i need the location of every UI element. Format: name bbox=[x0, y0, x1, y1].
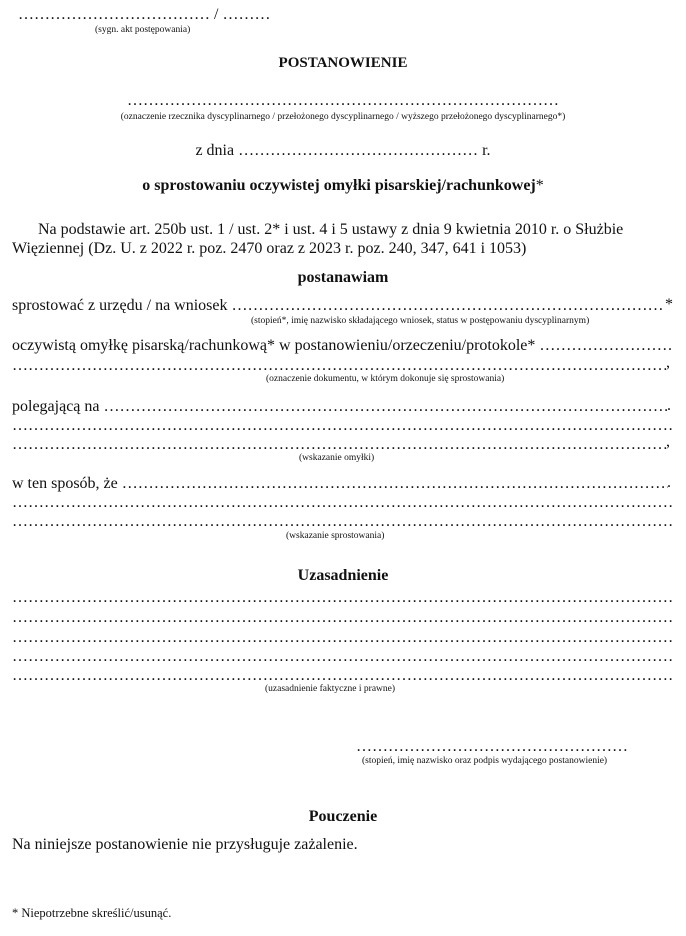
error-label: oczywistą omyłkę pisarską/rachunkową* w postanowieniu/orzeczeniu/protokole* bbox=[12, 337, 536, 354]
error-line-2 bbox=[12, 356, 666, 376]
consisting-line-1-end: . bbox=[667, 397, 671, 414]
manner-dots bbox=[122, 475, 668, 492]
error-caption: (oznaczenie dokumentu, w którym dokonuje się sprostowania) bbox=[266, 374, 505, 384]
authority-field: ……………………………………………………………………… bbox=[127, 92, 559, 109]
consisting-line-3-end: , bbox=[666, 433, 670, 450]
manner-line-1-end: . bbox=[667, 474, 671, 491]
consisting-dots bbox=[104, 398, 669, 415]
case-number-field: ……………………………… / ……… bbox=[18, 6, 271, 23]
manner-line-3 bbox=[12, 512, 672, 532]
subject-line bbox=[0, 177, 686, 195]
justification-line-1 bbox=[12, 588, 672, 608]
subject-star: * bbox=[535, 177, 544, 194]
justification-line-3 bbox=[12, 628, 672, 648]
consisting-line-1 bbox=[12, 397, 668, 417]
authority-caption: (oznaczenie rzecznika dyscyplinarnego / przełożonego dyscyplinarnego / wyższego przełożonego dyscyplinarnego*) bbox=[120, 112, 566, 122]
date-line: z dnia ……………………………………… r. bbox=[195, 142, 491, 159]
manner-label: w ten sposób, że bbox=[12, 475, 118, 492]
legal-basis-line-2: Więziennej (Dz. U. z 2022 r. poz. 2470 oraz z 2023 r. poz. 240, 347, 641 i 1053) bbox=[12, 240, 527, 257]
justification-line-2 bbox=[12, 608, 672, 628]
justification-caption: (uzasadnienie faktyczne i prawne) bbox=[265, 684, 396, 694]
consisting-line-2 bbox=[12, 416, 672, 436]
subject-text: o sprostowaniu oczywistej omyłki pisarskiej/rachunkowej bbox=[142, 177, 536, 194]
manner-line-1 bbox=[12, 474, 668, 494]
instruction-text: Na niniejsze postanowienie nie przysługuje zażalenie. bbox=[12, 836, 358, 853]
error-line-end: , bbox=[666, 354, 670, 371]
justification-line-4 bbox=[12, 647, 672, 667]
justification-heading: Uzasadnienie bbox=[297, 567, 389, 584]
consisting-line-3 bbox=[12, 435, 666, 455]
correct-line bbox=[12, 296, 664, 316]
consisting-label: polegającą na bbox=[12, 398, 100, 415]
error-line bbox=[12, 336, 672, 356]
signature-field: …………………………………………… bbox=[356, 738, 628, 755]
manner-caption: (wskazanie sprostowania) bbox=[286, 531, 385, 541]
footnote: * Niepotrzebne skreślić/usunąć. bbox=[12, 906, 172, 920]
signature-caption: (stopień, imię nazwisko oraz podpis wydającego postanowienie) bbox=[362, 756, 608, 766]
consisting-caption: (wskazanie omyłki) bbox=[299, 453, 375, 463]
error-dots bbox=[539, 337, 672, 354]
correct-caption: (stopień*, imię nazwisko składającego wniosek, status w postępowaniu dyscyplinarnym) bbox=[251, 316, 590, 326]
decision-word: postanawiam bbox=[297, 269, 389, 286]
correct-label: sprostować z urzędu / na wniosek bbox=[12, 297, 228, 314]
correct-dots bbox=[232, 297, 665, 314]
justification-line-5 bbox=[12, 666, 672, 686]
correct-star: * bbox=[665, 296, 673, 313]
case-number-caption: (sygn. akt postępowania) bbox=[95, 25, 191, 35]
manner-line-2 bbox=[12, 493, 672, 513]
instruction-heading: Pouczenie bbox=[308, 808, 378, 825]
legal-basis-line-1: Na podstawie art. 250b ust. 1 / ust. 2* i ust. 4 i 5 ustawy z dnia 9 kwietnia 2010 r. o Służbie bbox=[38, 221, 624, 238]
document-title: POSTANOWIENIE bbox=[278, 55, 408, 71]
